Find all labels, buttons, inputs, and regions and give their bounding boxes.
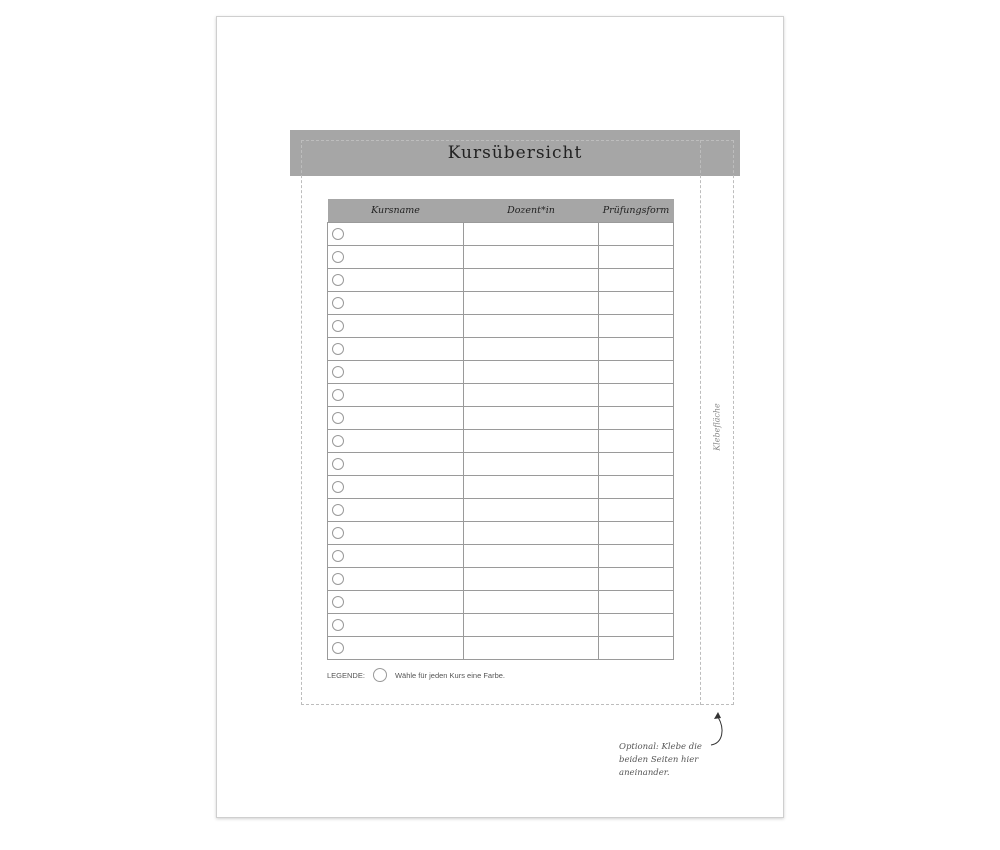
lecturer-cell[interactable] — [464, 338, 599, 361]
table-row — [328, 568, 674, 591]
table-body — [328, 223, 674, 660]
color-circle-icon — [332, 228, 344, 240]
color-circle-icon — [332, 412, 344, 424]
course-name-cell[interactable] — [328, 223, 464, 246]
table-row — [328, 269, 674, 292]
color-circle-icon — [332, 642, 344, 654]
lecturer-cell[interactable] — [464, 499, 599, 522]
table-header-row — [328, 199, 674, 223]
exam-type-cell[interactable] — [599, 338, 674, 361]
color-circle-icon — [332, 550, 344, 562]
course-name-cell[interactable] — [328, 499, 464, 522]
exam-type-cell[interactable] — [599, 430, 674, 453]
course-name-cell[interactable] — [328, 591, 464, 614]
table-row — [328, 292, 674, 315]
color-circle-icon — [332, 504, 344, 516]
table-row — [328, 338, 674, 361]
color-circle-icon — [332, 619, 344, 631]
course-name-cell[interactable] — [328, 292, 464, 315]
table-row — [328, 361, 674, 384]
exam-type-cell[interactable] — [599, 545, 674, 568]
course-name-cell[interactable] — [328, 545, 464, 568]
exam-type-cell[interactable] — [599, 568, 674, 591]
exam-type-cell[interactable] — [599, 614, 674, 637]
lecturer-cell[interactable] — [464, 315, 599, 338]
column-header-exam-type: Prüfungsform — [599, 199, 674, 223]
legend — [327, 667, 505, 683]
table-row — [328, 545, 674, 568]
exam-type-cell[interactable] — [599, 637, 674, 660]
table-row — [328, 476, 674, 499]
exam-type-cell[interactable] — [599, 499, 674, 522]
exam-type-cell[interactable] — [599, 269, 674, 292]
printable-sheet — [216, 16, 784, 818]
course-name-cell[interactable] — [328, 315, 464, 338]
lecturer-cell[interactable] — [464, 545, 599, 568]
glue-instruction-note: Optional: Klebe die beiden Seiten hier aneinander. — [619, 742, 702, 778]
course-name-cell[interactable] — [328, 338, 464, 361]
column-header-lecturer: Dozent*in — [464, 199, 599, 223]
exam-type-cell[interactable] — [599, 522, 674, 545]
exam-type-cell[interactable] — [599, 246, 674, 269]
exam-type-cell[interactable] — [599, 292, 674, 315]
lecturer-cell[interactable] — [464, 361, 599, 384]
lecturer-cell[interactable] — [464, 292, 599, 315]
color-circle-icon — [332, 573, 344, 585]
color-circle-icon — [332, 527, 344, 539]
exam-type-cell[interactable] — [599, 476, 674, 499]
lecturer-cell[interactable] — [464, 568, 599, 591]
course-name-cell[interactable] — [328, 476, 464, 499]
exam-type-cell[interactable] — [599, 315, 674, 338]
exam-type-cell[interactable] — [599, 223, 674, 246]
table-row — [328, 223, 674, 246]
exam-type-cell[interactable] — [599, 453, 674, 476]
color-circle-icon — [332, 435, 344, 447]
lecturer-cell[interactable] — [464, 269, 599, 292]
color-circle-icon — [332, 320, 344, 332]
lecturer-cell[interactable] — [464, 407, 599, 430]
color-circle-icon — [332, 297, 344, 309]
color-circle-icon — [373, 668, 387, 682]
lecturer-cell[interactable] — [464, 223, 599, 246]
table-row — [328, 522, 674, 545]
exam-type-cell[interactable] — [599, 361, 674, 384]
color-circle-icon — [332, 274, 344, 286]
color-circle-icon — [332, 251, 344, 263]
table-row — [328, 315, 674, 338]
lecturer-cell[interactable] — [464, 591, 599, 614]
lecturer-cell[interactable] — [464, 453, 599, 476]
color-circle-icon — [332, 458, 344, 470]
color-circle-icon — [332, 366, 344, 378]
lecturer-cell[interactable] — [464, 614, 599, 637]
exam-type-cell[interactable] — [599, 591, 674, 614]
legend-text: Wähle für jeden Kurs eine Farbe. — [394, 670, 505, 680]
course-name-cell[interactable] — [328, 361, 464, 384]
course-table — [327, 199, 674, 660]
page-title: Kursübersicht — [447, 143, 583, 163]
course-name-cell[interactable] — [328, 568, 464, 591]
table-row — [328, 591, 674, 614]
course-name-cell[interactable] — [328, 637, 464, 660]
table-row — [328, 407, 674, 430]
exam-type-cell[interactable] — [599, 407, 674, 430]
table-row — [328, 430, 674, 453]
color-circle-icon — [332, 343, 344, 355]
legend-label: LEGENDE: — [327, 670, 365, 680]
lecturer-cell[interactable] — [464, 637, 599, 660]
table-row — [328, 499, 674, 522]
table-row — [328, 614, 674, 637]
column-header-course-name: Kursname — [328, 199, 464, 223]
course-name-cell[interactable] — [328, 246, 464, 269]
course-name-cell[interactable] — [328, 522, 464, 545]
lecturer-cell[interactable] — [464, 476, 599, 499]
table-row — [328, 453, 674, 476]
color-circle-icon — [332, 596, 344, 608]
exam-type-cell[interactable] — [599, 384, 674, 407]
color-circle-icon — [332, 389, 344, 401]
lecturer-cell[interactable] — [464, 522, 599, 545]
lecturer-cell[interactable] — [464, 246, 599, 269]
table-row — [328, 384, 674, 407]
lecturer-cell[interactable] — [464, 384, 599, 407]
table-row — [328, 246, 674, 269]
glue-area-divider — [700, 140, 701, 705]
course-name-cell[interactable] — [328, 269, 464, 292]
color-circle-icon — [332, 481, 344, 493]
glue-area-label: Klebefläche — [712, 403, 722, 451]
course-name-cell[interactable] — [328, 407, 464, 430]
course-name-cell[interactable] — [328, 614, 464, 637]
course-name-cell[interactable] — [328, 384, 464, 407]
course-name-cell[interactable] — [328, 430, 464, 453]
course-name-cell[interactable] — [328, 453, 464, 476]
table-row — [328, 637, 674, 660]
lecturer-cell[interactable] — [464, 430, 599, 453]
